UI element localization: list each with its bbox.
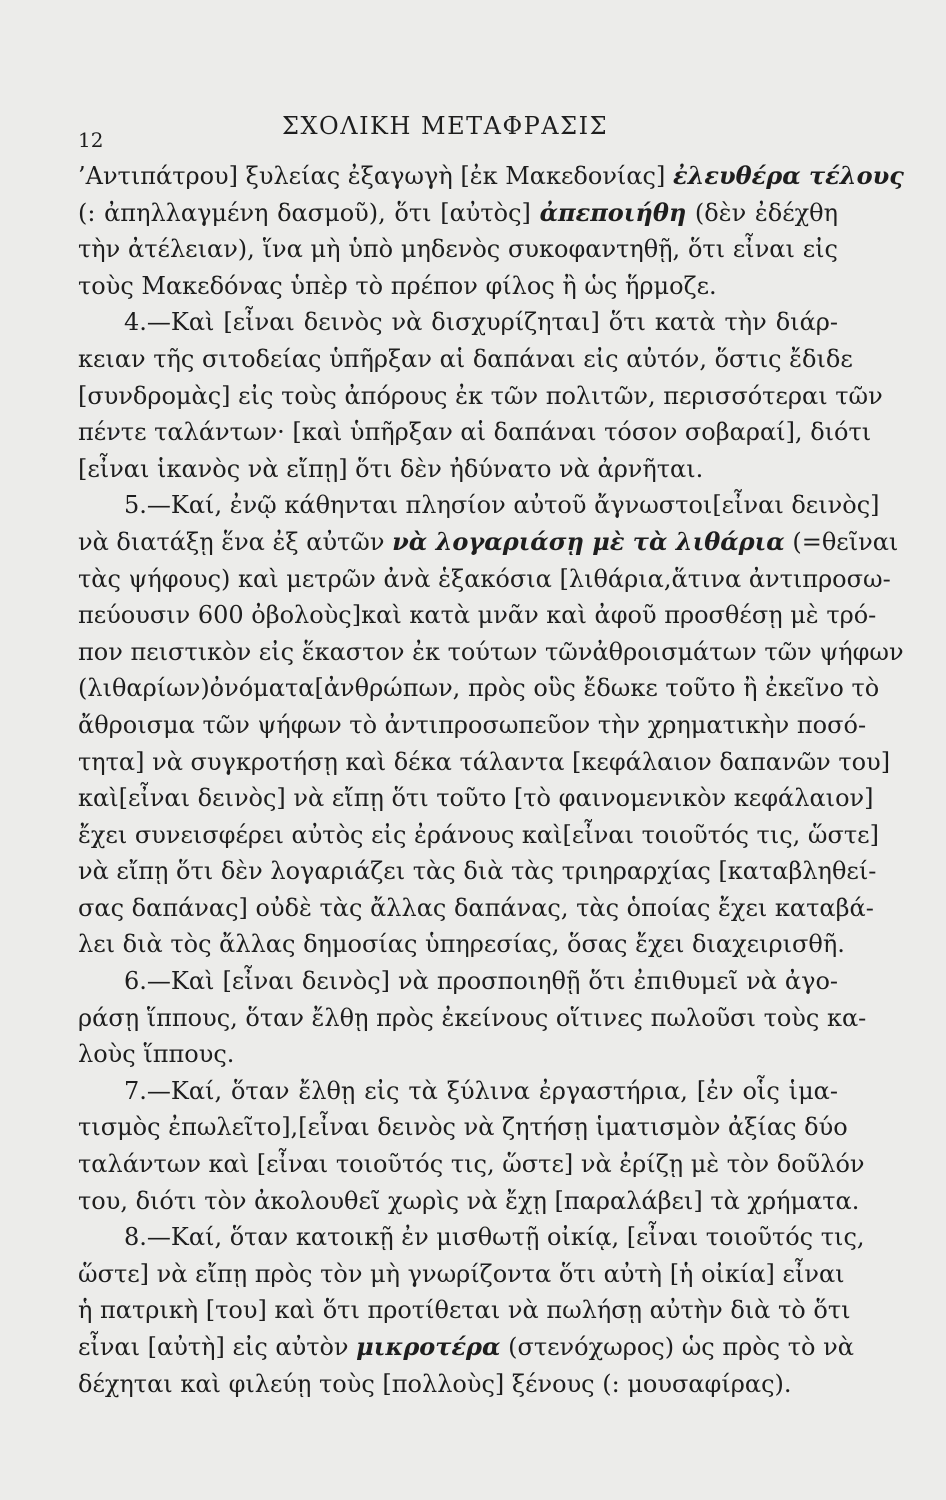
text-line [78, 524, 899, 561]
emphasized-phrase: ἐλευθέρα τέλους [672, 161, 904, 190]
text-run: ράσῃ ἵππους, ὅταν ἔλθῃ πρὸς ἐκείνους οἵτινες πωλοῦσι τοὺς κα- [78, 1003, 867, 1032]
text-line [78, 414, 872, 451]
text-run: (στενόχωρος) ὡς πρὸς τὸ νὰ [500, 1333, 854, 1361]
page-header [0, 106, 946, 152]
text-run: 4.—Καὶ [εἶναι δεινὸς νὰ δισχυρίζηται] ὅτι κατὰ τὴν διάρ- [124, 308, 838, 337]
text-line [78, 378, 883, 415]
text-run: [εἶναι ἱκανὸς νὰ εἴπῃ] ὅτι δὲν ἠδύνατο νὰ ἀρνῆται. [78, 454, 704, 483]
text-run: δέχηται καὶ φιλεύῃ τοὺς [πολλοὺς] ξένους (: μουσαφίρας). [78, 1369, 792, 1398]
text-line [78, 451, 838, 488]
text-line [78, 268, 838, 305]
text-line [78, 853, 877, 890]
text-run: 6.—Καὶ [εἶναι δεινὸς] νὰ προσποιηθῇ ὅτι ἐπιθυμεῖ νὰ ἀγο- [124, 967, 838, 996]
text-line [78, 1109, 848, 1146]
text-line [78, 158, 904, 195]
text-run: ἡ πατρικὴ [του] καὶ ὅτι προτίθεται νὰ πωλήσῃ αὐτὴν διὰ τὸ ὅτι [78, 1296, 851, 1325]
text-line [78, 1146, 865, 1183]
text-run: ταλάντων καὶ [εἶναι τοιοῦτός τις, ὥστε] νὰ ἐρίζῃ μὲ τὸν δοῦλόν [78, 1150, 865, 1179]
text-run: νὰ εἴπῃ ὅτι δὲν λογαριάζει τὰς διὰ τὰς τριηραρχίας [καταβληθεί- [78, 857, 877, 886]
body-text [78, 158, 904, 1402]
text-run: τοὺς Μακεδόνας ὑπὲρ τὸ πρέπον φίλος ἢ ὡς ἥρμοζε. [78, 271, 717, 300]
text-run: ὥστε] νὰ εἴπῃ πρὸς τὸν μὴ γνωρίζοντα ὅτι αὐτὴ [ἡ οἰκία] εἶναι [78, 1259, 845, 1288]
text-run: τισμὸς ἐπωλεῖτο],[εἶναι δεινὸς νὰ ζητήσῃ ἱματισμὸν ἀξίας δύο [78, 1113, 848, 1142]
text-run: ἔχει συνεισφέρει αὐτὸς εἰς ἐράνους καὶ[εἶναι τοιοῦτός τις, ὥστε] [78, 820, 879, 849]
text-run: τητα] νὰ συγκροτήσῃ καὶ δέκα τάλαντα [κεφάλαιον δαπανῶν του] [78, 747, 891, 776]
text-line [78, 597, 877, 634]
text-run: (=θεῖναι [784, 527, 899, 556]
text-run: [συνδρομὰς] εἰς τοὺς ἀπόρους ἐκ τῶν πολιτῶν, περισσότεραι τῶν [78, 381, 883, 410]
text-line [78, 231, 838, 268]
running-title: ΣΧΟΛΙΚΗ ΜΕΤΑΦΡΑΣΙΣ [282, 112, 609, 140]
text-line [78, 1036, 838, 1073]
text-run: λοὺς ἵππους. [78, 1040, 235, 1069]
page-number: 12 [78, 128, 104, 152]
text-line [78, 817, 879, 854]
text-run: 7.—Καί, ὅταν ἔλθῃ εἰς τὰ ξύλινα ἐργαστήρια, [ἐν οἷς ἱμα- [124, 1076, 838, 1105]
emphasized-phrase: μικροτέρα [356, 1332, 501, 1361]
text-line [78, 670, 880, 707]
text-run: πον πειστικὸν εἰς ἕκαστον ἐκ τούτων τῶνἀθροισμάτων τῶν ψήφων [78, 637, 904, 666]
text-line [78, 1292, 851, 1329]
text-run: 5.—Καί, ἐνῷ κάθηνται πλησίον αὐτοῦ ἄγνωστοι[εἶναι δεινὸς] [124, 491, 880, 520]
text-run: καὶ[εἶναι δεινὸς] νὰ εἴπῃ ὅτι τοῦτο [τὸ φαινομενικὸν κεφάλαιον] [78, 784, 874, 813]
text-line [78, 341, 853, 378]
emphasized-phrase: νὰ λογαριάσῃ μὲ τὰ λιθάρια [392, 526, 785, 556]
text-run: (δὲν ἐδέχθη [686, 198, 839, 227]
text-line [78, 487, 880, 524]
text-run: (: ἀπηλλαγμένη δασμοῦ), ὅτι [αὐτὸς] [78, 198, 540, 227]
text-run: εἶναι [αὐτὴ] εἰς αὐτὸν [78, 1333, 357, 1361]
text-line [78, 304, 838, 341]
emphasized-phrase: ἀπεποιήθη [539, 197, 687, 227]
text-run: πεύουσιν 600 ὀβολοὺς]καὶ κατὰ μνᾶν καὶ ἀφοῦ προσθέσῃ μὲ τρό- [78, 601, 877, 630]
text-line [78, 1073, 838, 1110]
text-line [78, 195, 838, 232]
text-line [78, 1366, 838, 1403]
text-line [78, 1329, 854, 1366]
text-line [78, 744, 891, 781]
text-line [78, 963, 838, 1000]
text-run: νὰ διατάξῃ ἕνα ἐξ αὐτῶν [78, 527, 393, 556]
text-run: τὰς ψήφους) καὶ μετρῶν ἀνὰ ἑξακόσια [λιθάρια,ἅτινα ἀντιπροσω- [78, 564, 891, 593]
text-line [78, 1256, 845, 1293]
text-run: κειαν τῆς σιτοδείας ὑπῆρξαν αἱ δαπάναι εἰς αὐτόν, ὅστις ἔδιδε [78, 344, 853, 373]
text-run: σας δαπάνας] οὐδὲ τὰς ἄλλας δαπάνας, τὰς ὁποίας ἔχει καταβά- [78, 893, 874, 922]
text-run: ’Αντιπάτρου] ξυλείας ἐξαγωγὴ [ἐκ Μακεδονίας] [78, 162, 673, 190]
text-line [78, 926, 845, 963]
text-line [78, 1000, 867, 1037]
text-line [78, 780, 874, 817]
text-line [78, 890, 874, 927]
text-line [78, 561, 891, 598]
text-line [78, 707, 867, 744]
text-run: τὴν ἀτέλειαν), ἵνα μὴ ὑπὸ μηδενὸς συκοφαντηθῇ, ὅτι εἶναι εἰς [78, 235, 838, 264]
text-line [78, 634, 904, 671]
text-run: πέντε ταλάντων· [καὶ ὑπῆρξαν αἱ δαπάναι τόσον σοβαραί], διότι [78, 418, 872, 447]
text-run: λει διὰ τὸς ἄλλας δημοσίας ὑπηρεσίας, ὅσας ἔχει διαχειρισθῆ. [78, 930, 845, 959]
text-run: (λιθαρίων)ὀνόματα[ἀνθρώπων, πρὸς οὓς ἔδωκε τοῦτο ἢ ἐκεῖνο τὸ [78, 674, 880, 703]
text-line [78, 1219, 865, 1256]
text-run: ἄθροισμα τῶν ψήφων τὸ ἀντιπροσωπεῦον τὴν χρηματικὴν ποσό- [78, 710, 867, 739]
text-run: 8.—Καί, ὅταν κατοικῇ ἐν μισθωτῇ οἰκίᾳ, [εἶναι τοιοῦτός τις, [124, 1223, 865, 1252]
text-run: του, διότι τὸν ἀκολουθεῖ χωρὶς νὰ ἔχῃ [παραλάβει] τὰ χρήματα. [78, 1186, 860, 1215]
text-line [78, 1183, 860, 1220]
